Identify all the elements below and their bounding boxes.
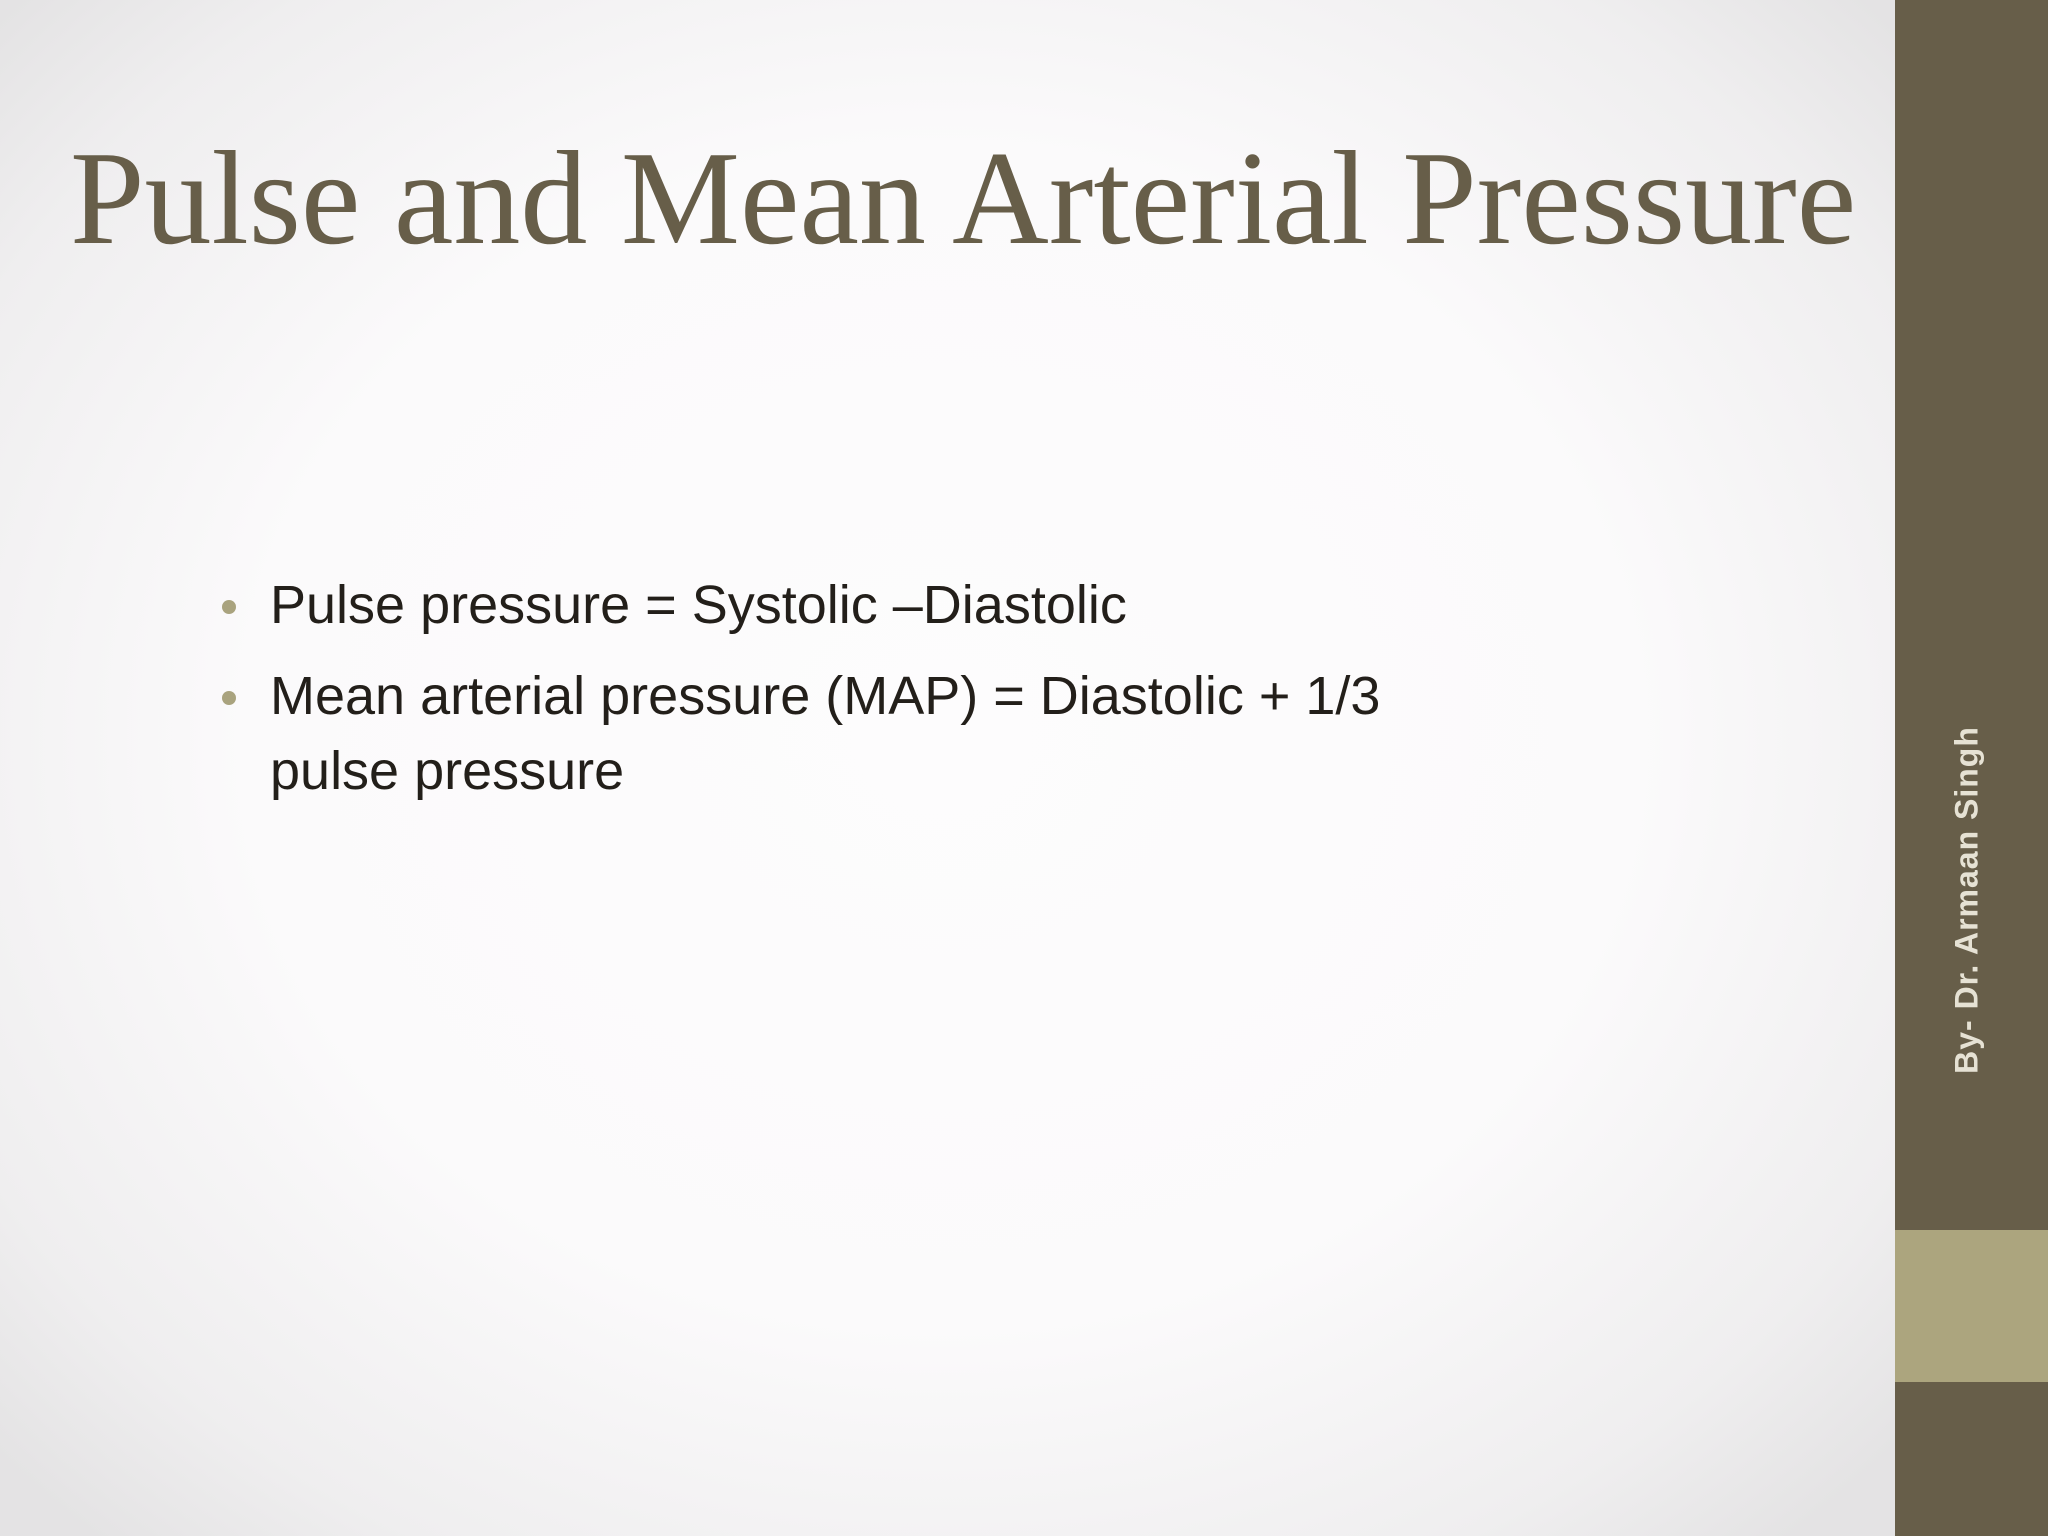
bullet-item [210, 568, 1410, 643]
sidebar-accent-block [1895, 1230, 2048, 1382]
bullet-list [210, 568, 1410, 825]
bullet-text: Mean arterial pressure (MAP) = Diastolic + 1/3 pulse pressure [270, 666, 1381, 801]
bullet-marker [222, 691, 236, 705]
bullet-item [210, 659, 1410, 809]
bullet-text: Pulse pressure = Systolic –Diastolic [270, 575, 1127, 635]
slide-title: Pulse and Mean Arterial Pressure [70, 124, 1857, 272]
author-credit: By- Dr. Armaan Singh [1948, 726, 1985, 1074]
bullet-marker [222, 600, 236, 614]
